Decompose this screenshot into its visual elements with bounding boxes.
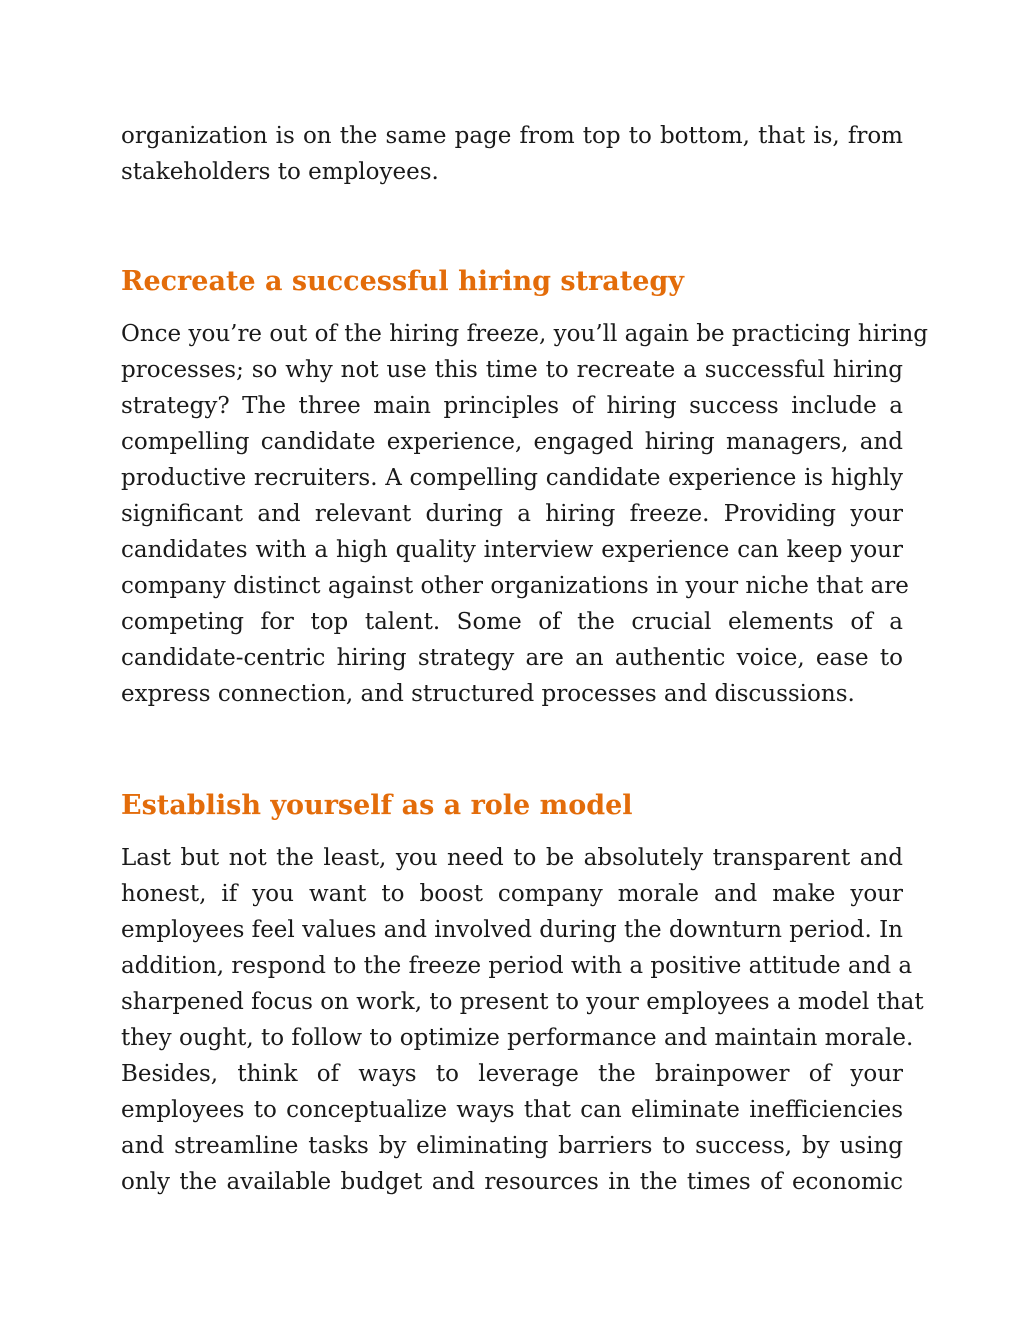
paragraph-line: company distinct against other organizations in your niche that are [121, 573, 909, 599]
paragraph-line: only the available budget and resources in the times of economic [121, 1169, 903, 1195]
paragraph-line: and streamline tasks by eliminating barriers to success, by using [121, 1133, 903, 1159]
paragraph-line: significant and relevant during a hiring freeze. Providing your [121, 501, 903, 527]
paragraph-line: employees feel values and involved during the downturn period. In [121, 917, 903, 943]
paragraph-line: productive recruiters. A compelling candidate experience is highly [121, 465, 903, 491]
paragraph-line: Last but not the least, you need to be absolutely transparent and [121, 845, 903, 871]
paragraph-line: organization is on the same page from top to bottom, that is, from [121, 123, 903, 149]
paragraph-line: Besides, think of ways to leverage the brainpower of your [121, 1061, 903, 1087]
document-page [121, 118, 928, 1200]
paragraph-line: sharpened focus on work, to present to your employees a model that [121, 989, 924, 1015]
intro-paragraph [121, 118, 903, 190]
paragraph-line: Once you’re out of the hiring freeze, you’ll again be practicing hiring [121, 321, 928, 347]
section-heading-hiring-strategy: Recreate a successful hiring strategy [121, 266, 684, 297]
paragraph-line: express connection, and structured processes and discussions. [121, 681, 855, 707]
paragraph-line: they ought, to follow to optimize performance and maintain morale. [121, 1025, 914, 1051]
paragraph-line: compelling candidate experience, engaged hiring managers, and [121, 429, 903, 455]
paragraph-line: strategy? The three main principles of hiring success include a [121, 393, 903, 419]
paragraph-line: employees to conceptualize ways that can eliminate inefficiencies [121, 1097, 903, 1123]
hiring-strategy-paragraph [121, 316, 928, 712]
paragraph-line: addition, respond to the freeze period with a positive attitude and a [121, 953, 913, 979]
section-heading-role-model: Establish yourself as a role model [121, 790, 633, 821]
paragraph-line: candidate-centric hiring strategy are an authentic voice, ease to [121, 645, 903, 671]
paragraph-line: candidates with a high quality interview experience can keep your [121, 537, 903, 563]
paragraph-line: honest, if you want to boost company morale and make your [121, 881, 903, 907]
paragraph-line: competing for top talent. Some of the crucial elements of a [121, 609, 903, 635]
paragraph-line: stakeholders to employees. [121, 159, 439, 185]
paragraph-line: processes; so why not use this time to recreate a successful hiring [121, 357, 903, 383]
role-model-paragraph [121, 840, 924, 1200]
